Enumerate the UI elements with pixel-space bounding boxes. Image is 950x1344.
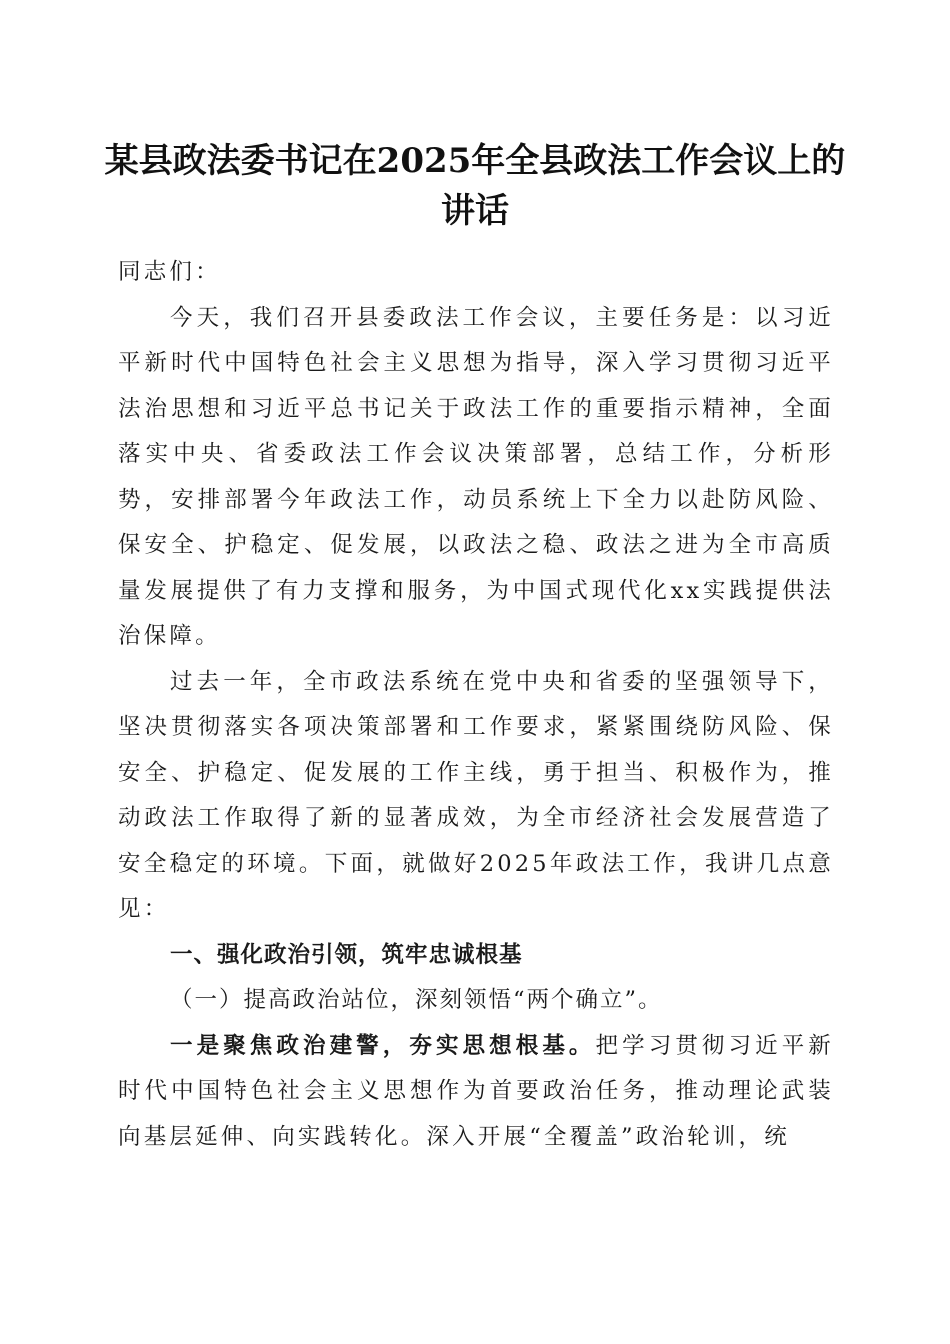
document-body [118,250,834,1160]
subsection-heading: （一）提高政治站位，深刻领悟“两个确立”。 [170,987,663,1013]
point-lead: 一是聚焦政治建警，夯实思想根基。 [170,1032,596,1059]
section-heading: 一、强化政治引领，筑牢忠诚根基 [170,941,523,968]
paragraph-point-one [118,1024,834,1161]
paragraph-intro: 今天，我们召开县委政法工作会议，主要任务是：以习近平新时代中国特色社会主义思想为指导，深入学习贯彻习近平法治思想和习近平总书记关于政法工作的重要指示精神，全面落实中央、省委政法工作会议决策部署，总结工作，分析形势，安排部署今年政法工作，动员系统上下全力以赴防风险、保安全、护稳定、促发展，以政法之稳、政法之进为全市高质量发展提供了有力支撑和服务，为中国式现代化xx实践提供法治保障。 [118,304,834,649]
greeting: 同志们： [118,259,221,285]
document-title: 某县政法委书记在2025年全县政法工作会议上的讲话 [104,141,846,231]
point-body: 把学习贯彻习近平新时代中国特色社会主义思想作为首要政治任务，推动理论武装向基层延伸、向实践转化。深入开展“全覆盖”政治轮训，统 [118,1032,834,1150]
paragraph-review: 过去一年，全市政法系统在党中央和省委的坚强领导下，坚决贯彻落实各项决策部署和工作要求，紧紧围绕防风险、保安全、护稳定、促发展的工作主线，勇于担当、积极作为，推动政法工作取得了新的显著成效，为全市经济社会发展营造了安全稳定的环境。下面，就做好2025年政法工作，我讲几点意见： [118,668,834,922]
